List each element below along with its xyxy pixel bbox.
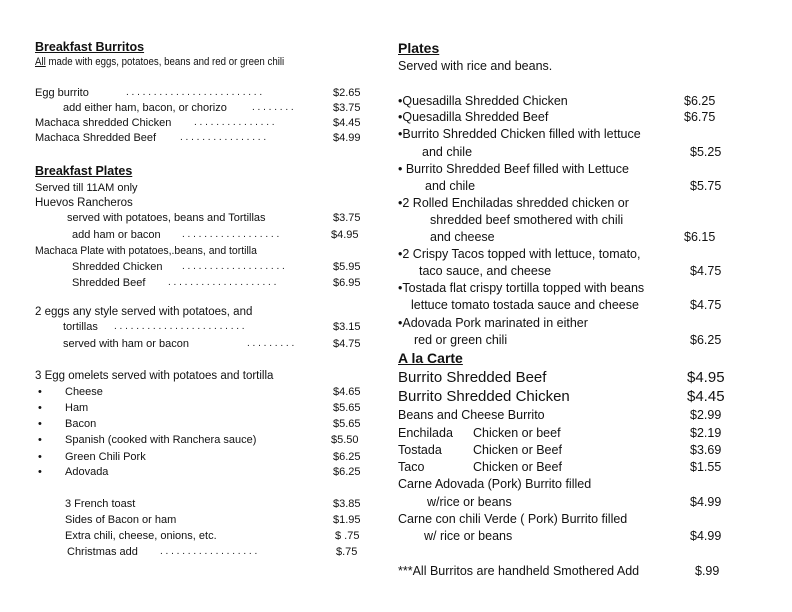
menu-item-label: Spanish (cooked with Ranchera sauce): [65, 434, 257, 446]
menu-item-label: Green Chili Pork: [65, 451, 146, 463]
plate-item-line: and chile: [425, 179, 476, 193]
leader-dots: . . . . . . . . .: [247, 338, 295, 349]
menu-item-price: $6.95: [333, 277, 361, 289]
carte-item-price: $2.19: [690, 426, 722, 440]
plate-item-line: shredded beef smothered with chili: [430, 213, 624, 227]
plate-item-price: $6.75: [684, 110, 716, 124]
carte-item-price: $4.99: [690, 495, 722, 509]
plate-item-line: lettuce tomato tostada sauce and cheese: [411, 298, 639, 312]
plate-item-line: •Quesadilla Shredded Beef: [398, 110, 549, 124]
carte-item-price: $4.95: [687, 369, 725, 386]
menu-item-price: $.75: [336, 546, 358, 558]
bullet: •: [38, 386, 42, 398]
carte-item-sub: Chicken or beef: [473, 426, 561, 440]
menu-item-price: $3.15: [333, 321, 361, 333]
breakfast-burritos-note: [35, 56, 284, 68]
menu-item-price: $1.95: [333, 514, 361, 526]
leader-dots: . . . . . . . .: [252, 102, 294, 113]
note-all: All: [35, 56, 46, 68]
plate-item-line: and chile: [422, 145, 473, 159]
plate-item-line: taco sauce, and cheese: [419, 264, 552, 278]
menu-item-price: $5.65: [333, 418, 361, 430]
eggs-any-style-heading: 2 eggs any style served with potatoes, and: [35, 306, 253, 318]
breakfast-burritos-title: Breakfast Burritos: [35, 40, 145, 54]
menu-item-label: Cheese: [65, 386, 103, 398]
menu-item-price: $6.25: [333, 466, 361, 478]
menu-item-label: add either ham, bacon, or chorizo: [63, 102, 227, 114]
plate-item-price: $5.25: [690, 145, 722, 159]
plate-item-price: $6.25: [684, 94, 716, 108]
leader-dots: . . . . . . . . . . . . . . . . . . . . . . . .: [114, 321, 245, 332]
menu-item-label: Machaca shredded Chicken: [35, 117, 172, 129]
leader-dots: . . . . . . . . . . . . . . .: [194, 117, 275, 128]
plates-title: Plates: [398, 40, 440, 56]
menu-item-price: $3.75: [333, 212, 361, 224]
menu-item-price: $3.75: [333, 102, 361, 114]
menu-item-price: $4.95: [331, 229, 359, 241]
carte-item-price: $3.69: [690, 443, 722, 457]
plate-item-line: • Burrito Shredded Beef filled with Lettuce: [398, 162, 629, 176]
menu-item-label: Machaca Shredded Beef: [35, 132, 157, 144]
carte-item-sub: Chicken or Beef: [473, 460, 562, 474]
menu-item-label: Shredded Chicken: [72, 261, 163, 273]
carte-item-price: $4.45: [687, 388, 725, 405]
leader-dots: . . . . . . . . . . . . . . . .: [180, 132, 267, 143]
carte-item-label: Burrito Shredded Beef: [398, 369, 547, 386]
leader-dots: . . . . . . . . . . . . . . . . . . . . . . . . .: [126, 87, 263, 98]
carte-item-label: Taco: [398, 460, 425, 474]
plate-item-line: and cheese: [430, 230, 495, 244]
menu-item-label: Adovada: [65, 466, 109, 478]
omelets-heading: 3 Egg omelets served with potatoes and tortilla: [35, 370, 274, 382]
plate-item-price: $5.75: [690, 179, 722, 193]
machaca-plate-heading: Machaca Plate with potatoes,.beans, and tortilla: [35, 245, 257, 257]
plate-item-price: $4.75: [690, 264, 722, 278]
menu-item-price: $4.65: [333, 386, 361, 398]
menu-item-label: served with ham or bacon: [63, 338, 189, 350]
menu-item-price: $ .75: [335, 530, 360, 542]
footer-note: ***All Burritos are handheld Smothered Add: [398, 564, 640, 578]
plate-item-line: •Quesadilla Shredded Chicken: [398, 94, 568, 108]
menu-item-label: Bacon: [65, 418, 97, 430]
plate-item-price: $6.15: [684, 230, 716, 244]
carte-item-label: Beans and Cheese Burrito: [398, 408, 545, 422]
carte-item-sub: w/rice or beans: [427, 495, 512, 509]
carte-item-price: $4.99: [690, 529, 722, 543]
bullet: •: [38, 466, 42, 478]
plate-item-line: •Burrito Shredded Chicken filled with lettuce: [398, 127, 641, 141]
menu-item-label: served with potatoes, beans and Tortillas: [67, 212, 266, 224]
plates-note: Served with rice and beans.: [398, 59, 553, 73]
plate-item-price: $4.75: [690, 298, 722, 312]
carte-item-label: Tostada: [398, 443, 442, 457]
menu-item-label: Ham: [65, 402, 89, 414]
menu-item-label: Shredded Beef: [72, 277, 146, 289]
menu-item-price: $5.50: [331, 434, 359, 446]
menu-item-label: 3 French toast: [65, 498, 136, 510]
breakfast-plates-title: Breakfast Plates: [35, 164, 133, 178]
breakfast-plates-note: Served till 11AM only: [35, 182, 138, 194]
leader-dots: . . . . . . . . . . . . . . . . . .: [182, 229, 280, 240]
menu-item-price: $2.65: [333, 87, 361, 99]
menu-item-label: Sides of Bacon or ham: [65, 514, 177, 526]
plate-item-line: •Tostada flat crispy tortilla topped with beans: [398, 281, 645, 295]
leader-dots: . . . . . . . . . . . . . . . . . . .: [182, 261, 285, 272]
carte-item-sub: Chicken or Beef: [473, 443, 562, 457]
a-la-carte-title: A la Carte: [398, 350, 463, 366]
footer-price: $.99: [695, 564, 720, 578]
carte-item-label: Burrito Shredded Chicken: [398, 388, 570, 405]
huevos-rancheros-heading: Huevos Rancheros: [35, 197, 133, 209]
carte-item-sub: w/ rice or beans: [424, 529, 513, 543]
bullet: •: [38, 418, 42, 430]
leader-dots: . . . . . . . . . . . . . . . . . .: [160, 546, 258, 557]
menu-item-price: $4.75: [333, 338, 361, 350]
leader-dots: . . . . . . . . . . . . . . . . . . . .: [168, 277, 277, 288]
plate-item-line: •2 Crispy Tacos topped with lettuce, tomato,: [398, 247, 641, 261]
menu-item-price: $3.85: [333, 498, 361, 510]
menu-item-label: Extra chili, cheese, onions, etc.: [65, 530, 217, 542]
menu-item-price: $4.99: [333, 132, 361, 144]
plate-item-price: $6.25: [690, 333, 722, 347]
carte-item-label: Carne con chili Verde ( Pork) Burrito filled: [398, 512, 628, 526]
carte-item-price: $1.55: [690, 460, 722, 474]
menu-item-price: $5.65: [333, 402, 361, 414]
plate-item-line: red or green chili: [414, 333, 508, 347]
menu-item-price: $6.25: [333, 451, 361, 463]
plate-item-line: •2 Rolled Enchiladas shredded chicken or: [398, 196, 629, 210]
plate-item-line: •Adovada Pork marinated in either: [398, 316, 588, 330]
bullet: •: [38, 451, 42, 463]
menu-item-label: add ham or bacon: [72, 229, 161, 241]
carte-item-price: $2.99: [690, 408, 722, 422]
carte-item-label: Carne Adovada (Pork) Burrito filled: [398, 477, 592, 491]
menu-item-price: $4.45: [333, 117, 361, 129]
menu-item-label: Christmas add: [67, 546, 138, 558]
bullet: •: [38, 434, 42, 446]
menu-item-label: tortillas: [63, 321, 98, 333]
menu-item-label: Egg burrito: [35, 87, 89, 99]
bullet: •: [38, 402, 42, 414]
note-rest: made with eggs, potatoes, beans and red or green chili: [45, 56, 285, 68]
carte-item-label: Enchilada: [398, 426, 453, 440]
menu-item-price: $5.95: [333, 261, 361, 273]
